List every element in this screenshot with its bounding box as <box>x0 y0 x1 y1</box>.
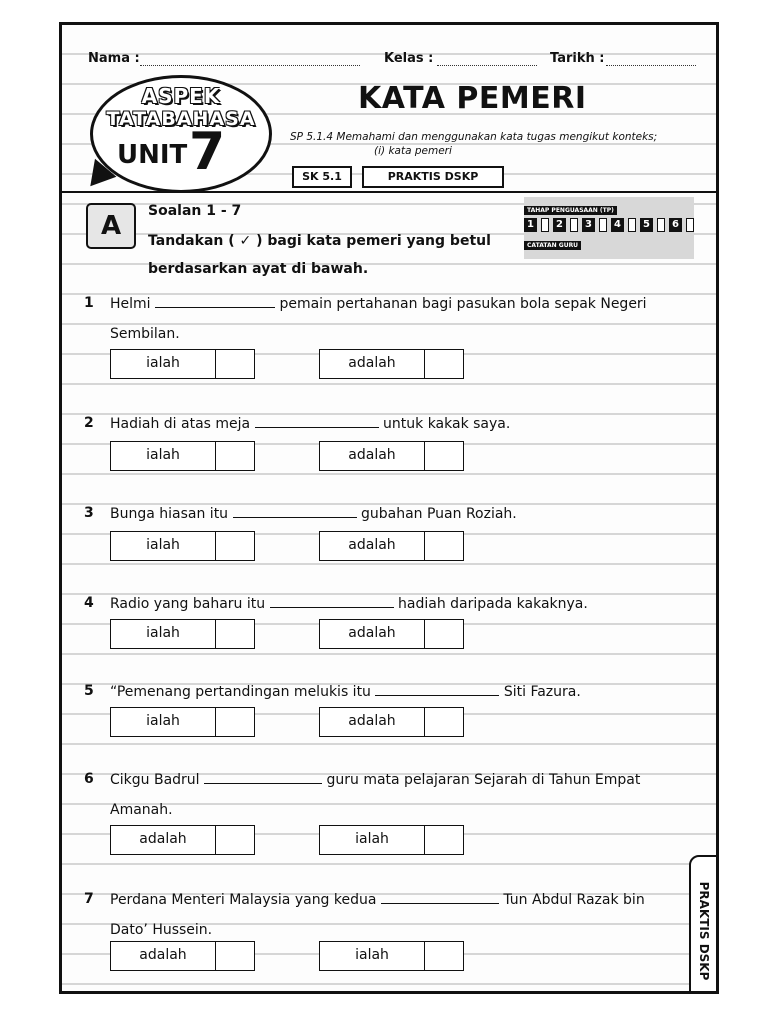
option-box <box>110 531 255 561</box>
tag-praktis-dskp: PRAKTIS DSKP <box>362 166 504 188</box>
badge-unit-label: UNIT <box>117 140 188 170</box>
question-text-line2: Sembilan. <box>110 326 180 342</box>
tp-checkbox-5[interactable] <box>657 218 665 232</box>
option-label: adalah <box>111 826 216 854</box>
question-text-after: hadiah daripada kakaknya. <box>398 596 588 612</box>
praktis-dskp-side-tab <box>689 855 719 994</box>
answer-blank <box>381 889 499 904</box>
option-box <box>319 825 464 855</box>
kelas-field[interactable] <box>437 65 537 66</box>
aspek-tatabahasa-badge <box>90 75 272 193</box>
question-text <box>110 885 688 945</box>
question-text-before: Hadiah di atas meja <box>110 416 251 432</box>
tp-level-5: 5 <box>640 218 653 232</box>
option-label: ialah <box>111 350 216 378</box>
question-text-before: Perdana Menteri Malaysia yang kedua <box>110 892 377 908</box>
answer-blank <box>270 593 394 608</box>
option-label: ialah <box>320 942 425 970</box>
tick-box[interactable] <box>425 826 463 854</box>
option-box <box>319 941 464 971</box>
question-text-before: Radio yang baharu itu <box>110 596 266 612</box>
question-number: 1 <box>84 295 94 311</box>
instruction-line-2: berdasarkan ayat di bawah. <box>148 261 369 277</box>
tick-box[interactable] <box>216 350 254 378</box>
nama-label: Nama : <box>88 51 140 66</box>
question-number: 7 <box>84 891 94 907</box>
answer-blank <box>255 413 379 428</box>
tag-sk: SK 5.1 <box>292 166 352 188</box>
tp-level-3: 3 <box>582 218 595 232</box>
option-box <box>319 619 464 649</box>
question-text-line2: Amanah. <box>110 802 173 818</box>
nama-field[interactable] <box>140 65 360 66</box>
option-box <box>110 349 255 379</box>
tick-box[interactable] <box>425 350 463 378</box>
option-label: adalah <box>320 708 425 736</box>
option-label: adalah <box>320 532 425 560</box>
question-text-after: Siti Fazura. <box>503 684 581 700</box>
answer-blank <box>204 769 322 784</box>
badge-aspek-text: ASPEK <box>141 84 221 108</box>
option-label: ialah <box>111 442 216 470</box>
tp-checkbox-2[interactable] <box>570 218 578 232</box>
question-text-after: pemain pertahanan bagi pasukan bola sepak Negeri <box>279 296 647 312</box>
tarikh-label: Tarikh : <box>550 51 605 66</box>
question-text <box>110 289 688 349</box>
tick-box[interactable] <box>216 442 254 470</box>
tp-checkbox-3[interactable] <box>599 218 607 232</box>
tp-level-6: 6 <box>669 218 682 232</box>
badge-tatabahasa-text: TATABAHASA <box>106 108 256 130</box>
section-letter: A <box>86 203 136 249</box>
question-number: 2 <box>84 415 94 431</box>
question-text <box>110 409 688 439</box>
question-number: 6 <box>84 771 94 787</box>
option-box <box>110 441 255 471</box>
tick-box[interactable] <box>425 942 463 970</box>
tick-box[interactable] <box>216 942 254 970</box>
tp-level-2: 2 <box>553 218 566 232</box>
tp-level-1: 1 <box>524 218 537 232</box>
tp-checkbox-4[interactable] <box>628 218 636 232</box>
option-box <box>319 349 464 379</box>
header-divider <box>62 191 716 193</box>
option-box <box>319 531 464 561</box>
option-box <box>319 441 464 471</box>
option-label: ialah <box>111 532 216 560</box>
question-number: 5 <box>84 683 94 699</box>
tp-checkbox-1[interactable] <box>541 218 549 232</box>
answer-blank <box>155 293 275 308</box>
question-text <box>110 765 688 825</box>
question-text-after: untuk kakak saya. <box>383 416 511 432</box>
tp-level-4: 4 <box>611 218 624 232</box>
question-text <box>110 677 688 707</box>
tick-box[interactable] <box>216 826 254 854</box>
option-label: adalah <box>320 620 425 648</box>
option-box <box>319 707 464 737</box>
tick-box[interactable] <box>216 532 254 560</box>
tp-levels <box>524 218 694 232</box>
question-text-before: Cikgu Badrul <box>110 772 200 788</box>
tick-box[interactable] <box>425 532 463 560</box>
standard-line-1: SP 5.1.4 Memahami dan menggunakan kata tugas mengikut konteks; <box>290 131 658 143</box>
question-number: 3 <box>84 505 94 521</box>
question-text-line2: Dato’ Hussein. <box>110 922 213 938</box>
option-box <box>110 619 255 649</box>
side-tab-label: PRAKTIS DSKP <box>697 881 711 981</box>
tick-box[interactable] <box>425 708 463 736</box>
tick-box[interactable] <box>216 620 254 648</box>
option-label: ialah <box>320 826 425 854</box>
question-text-before: “Pemenang pertandingan melukis itu <box>110 684 371 700</box>
question-number: 4 <box>84 595 94 611</box>
page-title: KATA PEMERI <box>358 81 587 116</box>
tp-heading: TAHAP PENGUASAAN (TP) <box>524 206 617 215</box>
question-range: Soalan 1 - 7 <box>148 203 242 219</box>
option-box <box>110 707 255 737</box>
standard-line-2: (i) kata pemeri <box>374 145 452 157</box>
question-text-after: guru mata pelajaran Sejarah di Tahun Empat <box>326 772 641 788</box>
option-label: adalah <box>320 350 425 378</box>
question-text-before: Helmi <box>110 296 151 312</box>
worksheet-page <box>59 22 719 994</box>
option-label: ialah <box>111 620 216 648</box>
option-box <box>110 941 255 971</box>
option-label: adalah <box>320 442 425 470</box>
question-text-before: Bunga hiasan itu <box>110 506 229 522</box>
instruction-line-1: Tandakan ( ✓ ) bagi kata pemeri yang betul <box>148 233 491 249</box>
question-text <box>110 589 688 619</box>
option-box <box>110 825 255 855</box>
kelas-label: Kelas : <box>384 51 434 66</box>
question-text <box>110 499 688 529</box>
question-text-after: Tun Abdul Razak bin <box>503 892 645 908</box>
answer-blank <box>233 503 357 518</box>
option-label: ialah <box>111 708 216 736</box>
question-text-after: gubahan Puan Roziah. <box>360 506 517 522</box>
badge-unit-number: 7 <box>189 122 226 182</box>
option-label: adalah <box>111 942 216 970</box>
tick-box[interactable] <box>425 620 463 648</box>
tp-checkbox-6[interactable] <box>686 218 694 232</box>
tarikh-field[interactable] <box>606 65 696 66</box>
tick-box[interactable] <box>425 442 463 470</box>
answer-blank <box>375 681 499 696</box>
catatan-guru-label: CATATAN GURU <box>524 241 581 250</box>
tick-box[interactable] <box>216 708 254 736</box>
tahap-penguasaan-panel <box>524 197 694 259</box>
